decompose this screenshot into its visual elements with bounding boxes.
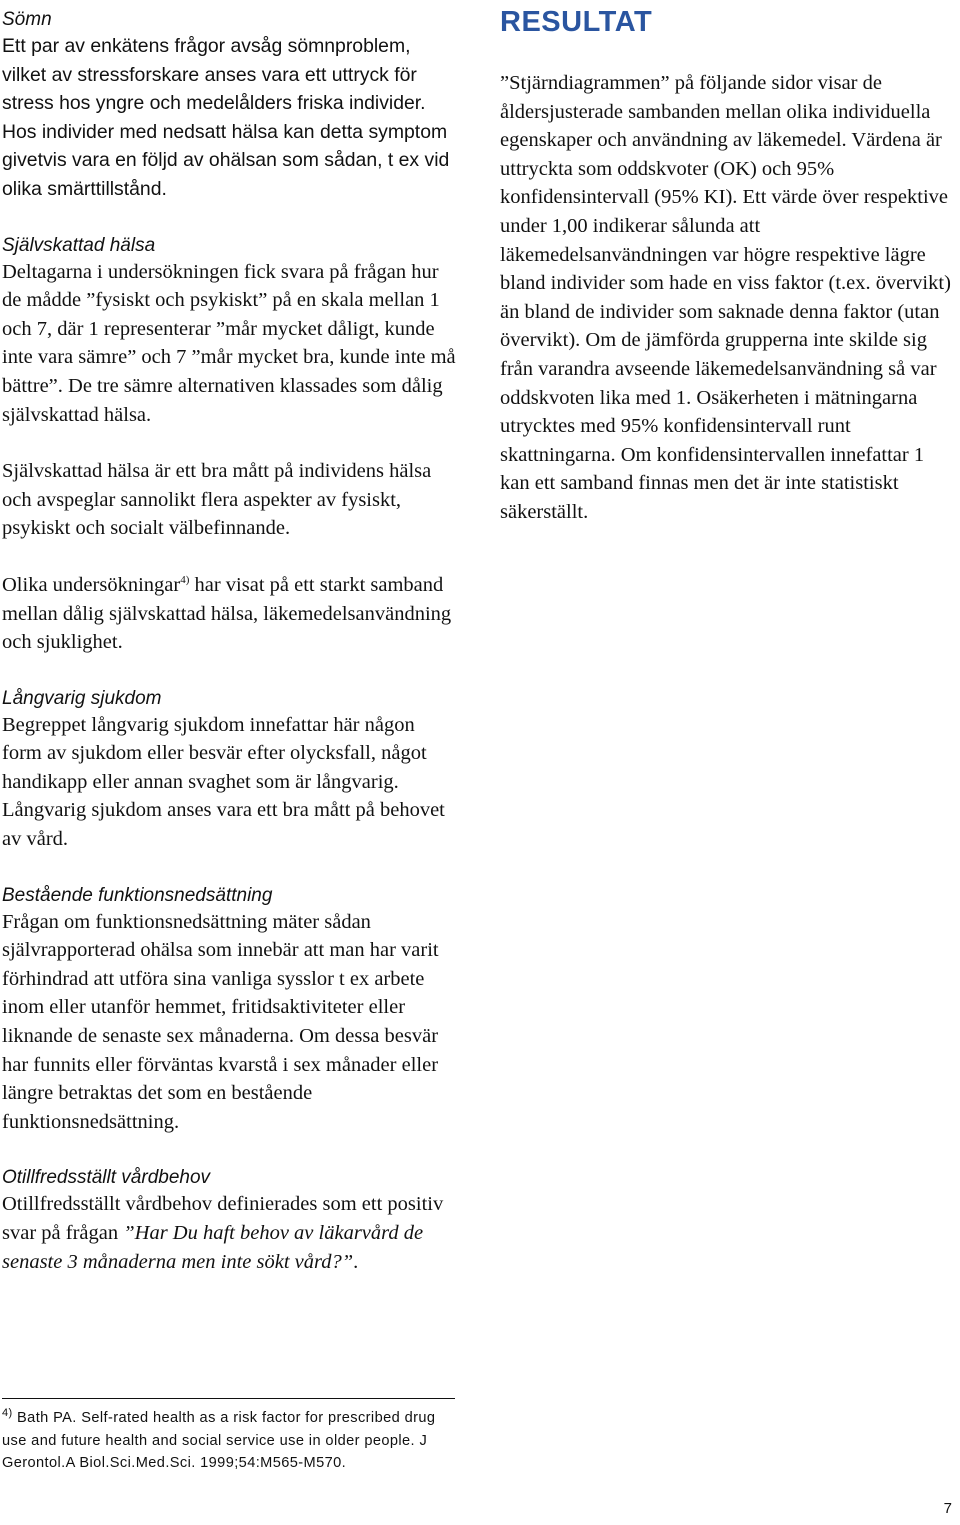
paragraph-somn: Ett par av enkätens frågor avsåg sömnproblem, vilket av stressforskare anses vara ett uttryck för stress hos yngre och medelålders friska individer. Hos individer med nedsatt hälsa kan detta symptom givetvis vara en följd av ohälsan som sådan, t ex vid olika smärttillstånd. [2,35,450,200]
section-bestaende [2,884,457,1137]
paragraph-langvarig: Begreppet långvarig sjukdom innefattar här någon form av sjukdom eller besvär efter olycksfall, något handikapp eller annan svaghet som är långvarig. Långvarig sjukdom anses vara ett bra mått på behovet av vård. [2,713,445,851]
paragraph-sjalvskattad-2: Självskattad hälsa är ett bra mått på individens hälsa och avspeglar sannolikt flera aspekter av fysiskt, psykiskt och socialt välbefinnande. [2,460,432,540]
paragraph-otillfredsstallt-pre: Otillfredsställt vårdbehov definierades som ett positiv svar på frågan [2,1193,444,1244]
paragraph-sjalvskattad-3-post: har visat på ett starkt samband mellan dålig självskattad hälsa, läkemedelsanvändning och sjuklighet. [2,573,452,654]
heading-resultat: RESULTAT [500,6,653,38]
page-number: 7 [943,1500,952,1517]
right-column [500,6,956,527]
section-langvarig [2,687,457,854]
heading-somn: Sömn [2,9,52,30]
footnote-text: Bath PA. Self-rated health as a risk factor for prescribed drug use and future health and social service use in older people. J Gerontol.A Biol.Sci.Med.Sci. 1999;54:M565-M570. [2,1410,436,1471]
section-otillfredsstallt [2,1166,457,1276]
paragraph-otillfredsstallt-post: . [353,1250,359,1273]
paragraph-sjalvskattad-3 [2,571,457,657]
footnote-divider [2,1398,455,1399]
section-sjalvskattad [2,234,457,657]
footnote [2,1407,457,1475]
footnote-reference: 4) [180,574,190,587]
heading-bestaende-funktionsnedsattning: Bestående funktionsnedsättning [2,884,273,906]
section-somn [2,8,457,204]
paragraph-resultat: ”Stjärndiagrammen” på följande sidor visar de åldersjusterade sambanden mellan olika individuella egenskaper och användning av läkemedel. Värdena är uttryckta som oddskvoter (OK) och 95% konfidensintervall (95% KI). Ett värde över respektive under 1,00 indikerar sålunda att läkemedelsanvändningen var högre respektive lägre bland individer som hade en viss faktor (t.ex. övervikt) än bland de individer som saknade denna faktor (utan övervikt). Om de jämförda grupperna inte skilde sig från varandra avseende läkemedelsanvändning så var oddskvoten lika med 1. Osäkerheten i mätningarna utrycktes med 95% konfidensintervall runt skattningarna. Om konfidensintervallen innefattar 1 kan ett samband finnas men det är inte statistiskt säkerställt. [500,72,951,523]
paragraph-sjalvskattad-1: Deltagarna i undersökningen fick svara på frågan hur de mådde ”fysiskt och psykiskt” på en skala mellan 1 och 7, där 1 representerar ”mår mycket dåligt, kunde inte vara sämre” och 7 ”mår mycket bra, kunde inte må bättre”. De tre sämre alternativen klassades som dålig självskattad hälsa. [2,260,456,426]
quoted-question: ”Har Du haft behov av läkarvård de senaste 3 månaderna men inte sökt vård?” [2,1222,424,1273]
heading-langvarig-sjukdom: Långvarig sjukdom [2,687,162,709]
heading-sjalvskattad-halsa: Självskattad hälsa [2,234,156,256]
left-column [2,8,457,1306]
paragraph-bestaende: Frågan om funktionsnedsättning mäter sådan självrapporterad ohälsa som innebär att man har varit förhindrad att utföra sina vanliga sysslor t ex arbete inom eller utanför hemmet, fritidsaktiviteter eller liknande de senaste sex månaderna. Om dessa besvär har funnits eller förväntas kvarstå i sex månader eller längre betraktas det som en bestående funktionsnedsättning. [2,910,439,1133]
heading-otillfredsstallt-vardbehov: Otillfredsställt vårdbehov [2,1167,211,1189]
footnote-marker: 4) [2,1407,13,1420]
paragraph-otillfredsstallt [2,1190,457,1276]
paragraph-sjalvskattad-3-pre: Olika undersökningar [2,573,181,596]
